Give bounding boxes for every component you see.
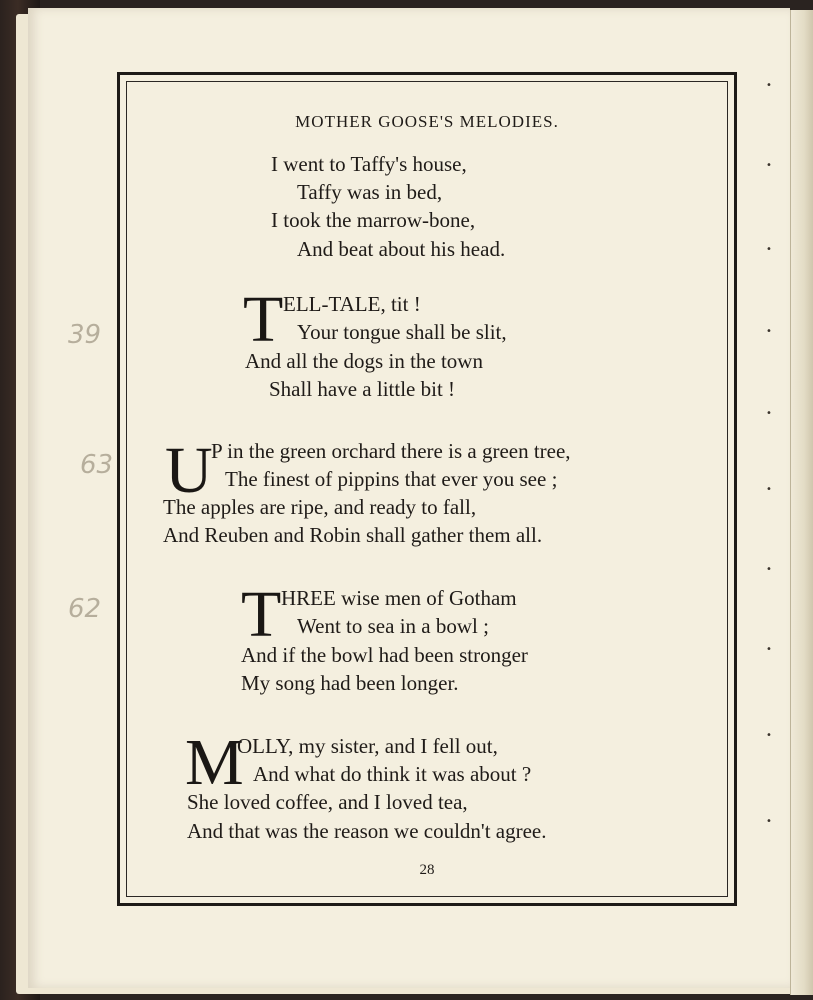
edge-mark: • — [766, 326, 772, 337]
verse-line: Went to sea in a bowl ; — [297, 614, 489, 638]
margin-mark: 39 — [68, 320, 102, 350]
verse-line: And if the bowl had been stronger — [241, 643, 528, 667]
edge-mark: • — [766, 160, 772, 171]
edge-mark: • — [766, 816, 772, 827]
verse-line: And beat about his head. — [297, 237, 506, 261]
verse-line: And that was the reason we couldn't agree. — [187, 819, 547, 843]
edge-mark: • — [766, 244, 772, 255]
verse-line: P in the green orchard there is a green tree, — [211, 439, 571, 463]
verse-line: She loved coffee, and I loved tea, — [187, 790, 468, 814]
verse-line: My song had been longer. — [241, 671, 459, 695]
page-edges — [790, 10, 813, 995]
verse-line: Shall have a little bit ! — [269, 377, 456, 401]
page-number: 28 — [419, 862, 435, 878]
edge-mark: • — [766, 644, 772, 655]
verse-line: And what do think it was about ? — [253, 762, 532, 786]
verse-line: HREE wise men of Gotham — [281, 586, 517, 610]
edge-mark: • — [766, 408, 772, 419]
edge-mark: • — [766, 80, 772, 91]
page-border-inner — [126, 81, 728, 897]
margin-mark: 62 — [68, 594, 102, 624]
verse-line: Your tongue shall be slit, — [297, 320, 507, 344]
verse-line: And Reuben and Robin shall gather them all. — [163, 523, 543, 547]
edge-mark: • — [766, 730, 772, 741]
edge-mark: • — [766, 564, 772, 575]
drop-cap: U — [165, 434, 213, 507]
page-border — [117, 72, 737, 906]
margin-mark: 63 — [80, 450, 114, 480]
running-header: MOTHER GOOSE'S MELODIES. — [295, 112, 559, 131]
verse-line: And all the dogs in the town — [245, 349, 483, 373]
drop-cap: T — [243, 283, 284, 356]
verse-line: OLLY, my sister, and I fell out, — [237, 734, 498, 758]
drop-cap: T — [241, 578, 282, 651]
verse-line: The finest of pippins that ever you see ; — [225, 467, 558, 491]
verse-line: The apples are ripe, and ready to fall, — [163, 495, 477, 519]
drop-cap: M — [185, 726, 244, 799]
verse-line: ELL-TALE, tit ! — [283, 292, 421, 316]
edge-mark: • — [766, 484, 772, 495]
verse-line: Taffy was in bed, — [297, 180, 443, 204]
verse-line: I took the marrow-bone, — [271, 208, 476, 232]
verse-line: I went to Taffy's house, — [271, 152, 467, 176]
